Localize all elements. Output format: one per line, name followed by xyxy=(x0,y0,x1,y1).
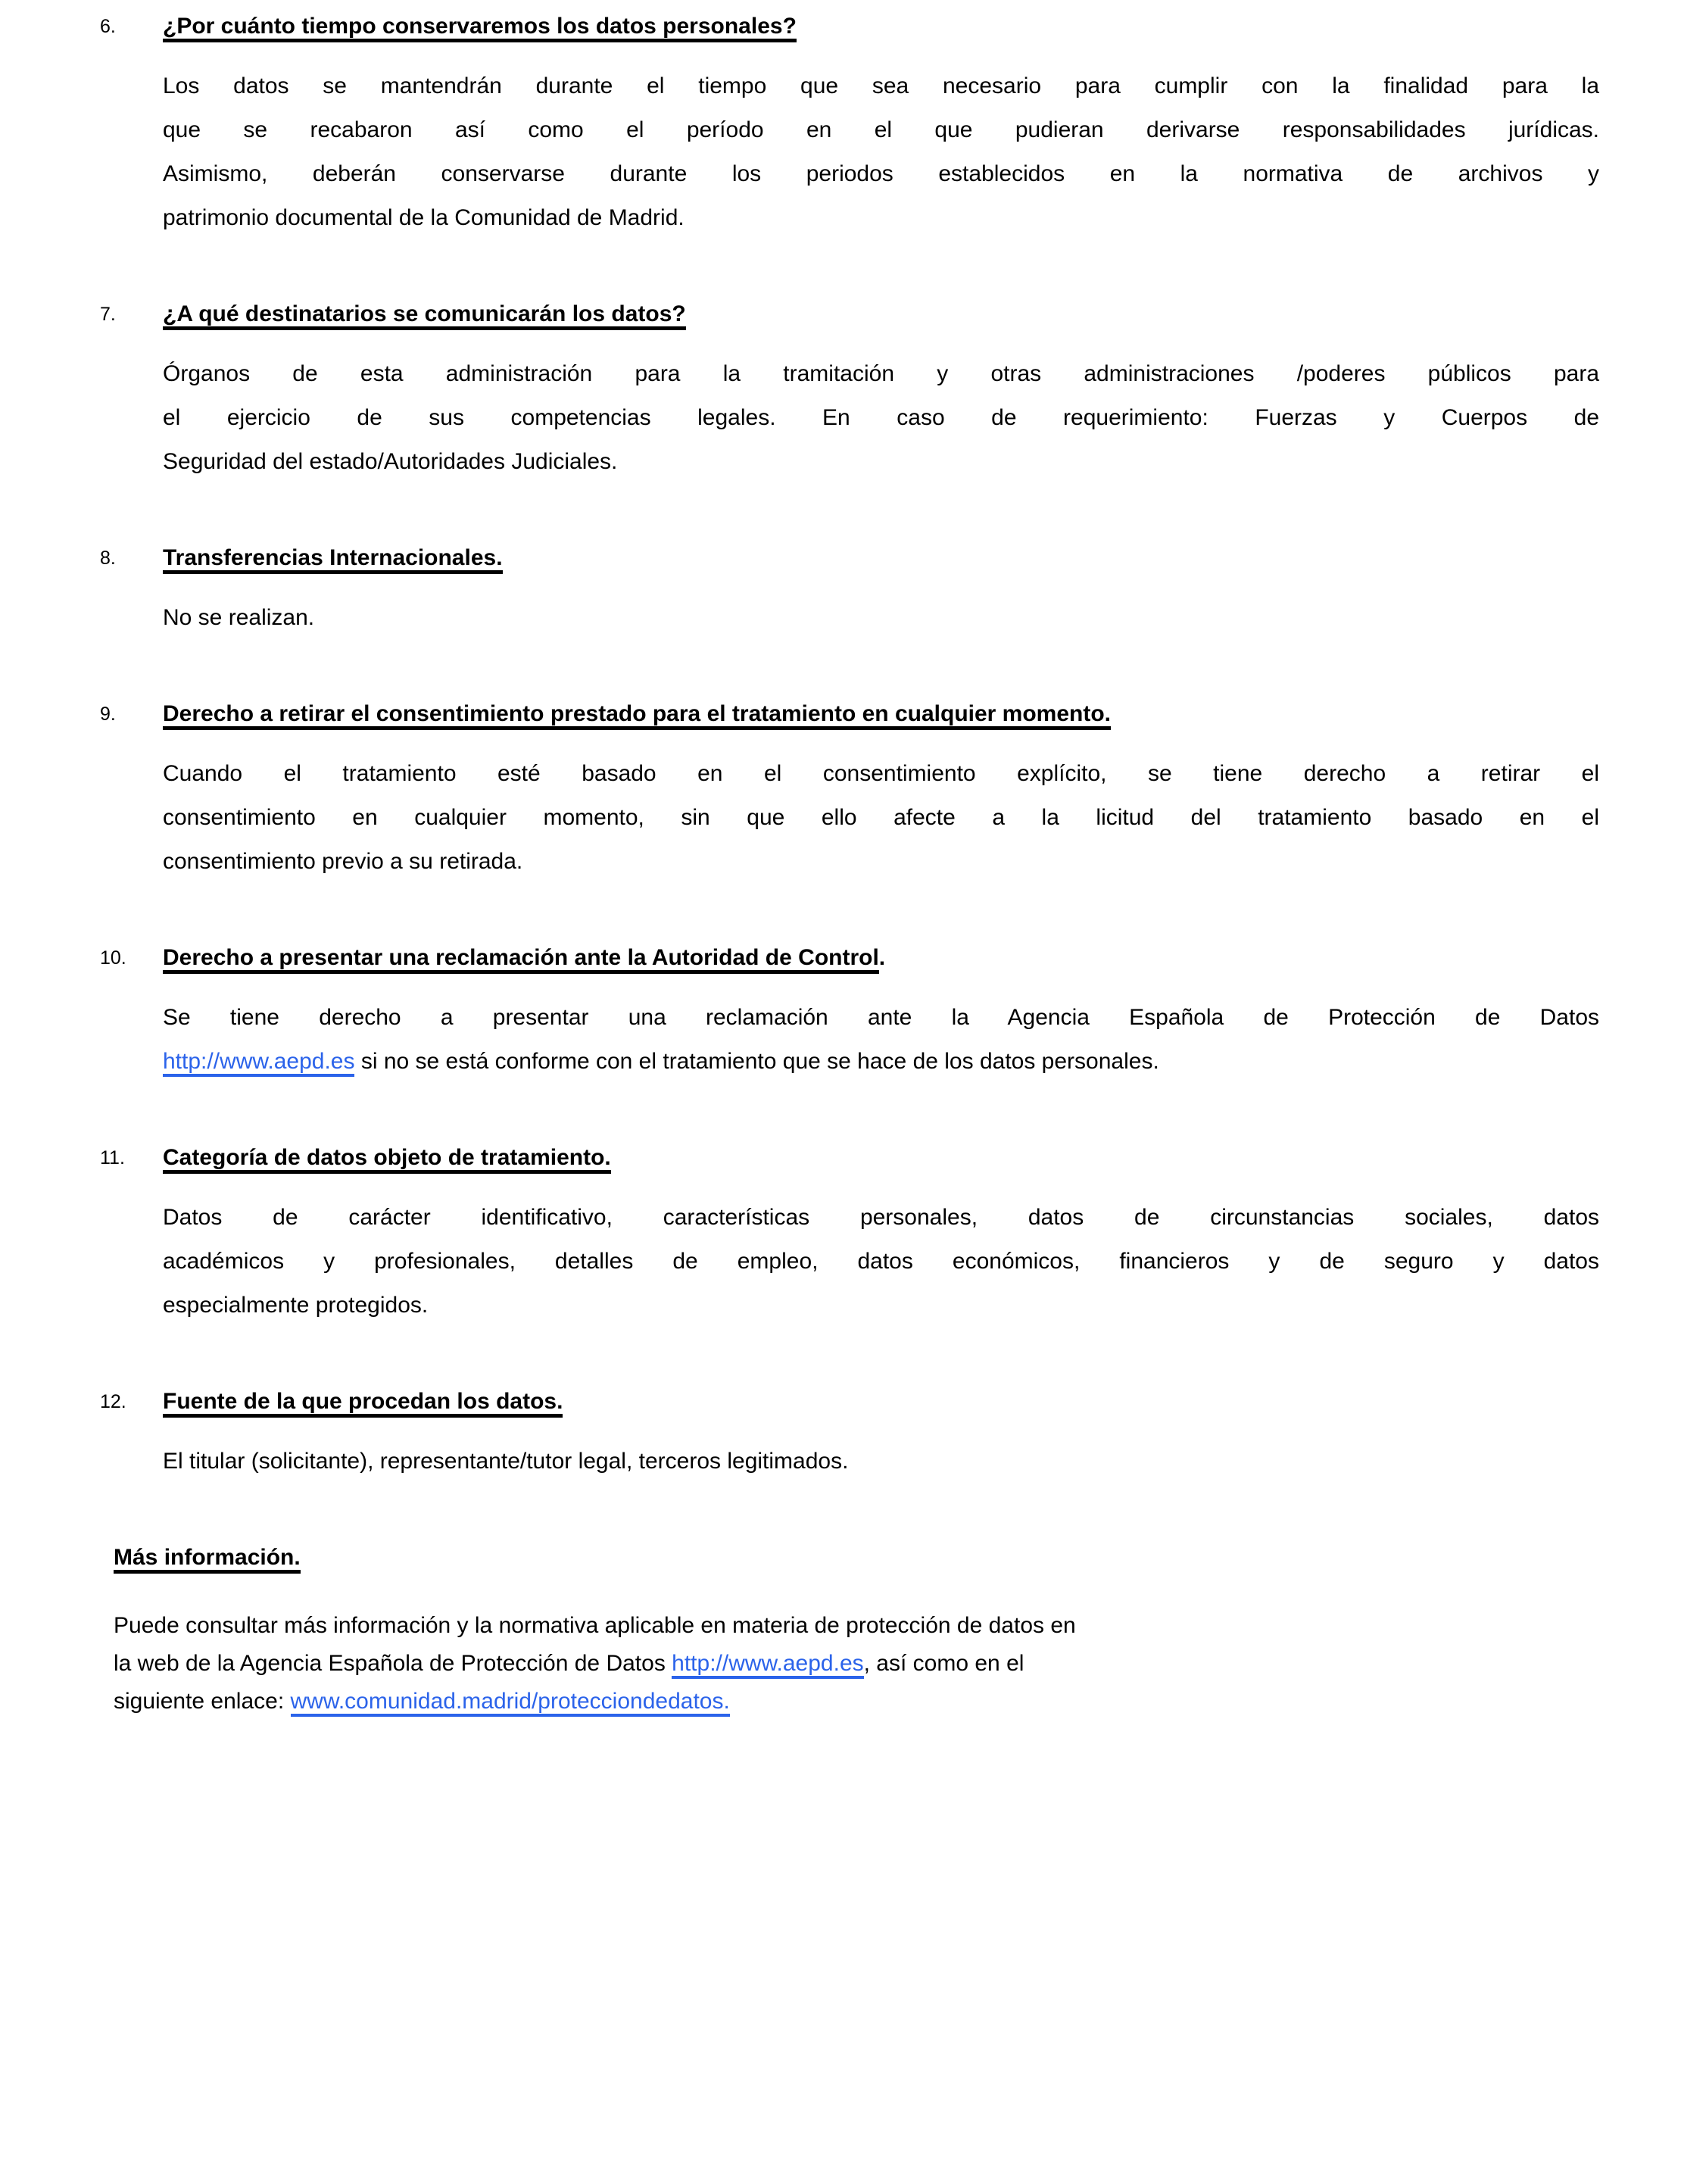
section-9-heading: Derecho a retirar el consentimiento prestado para el tratamiento en cualquier momento. xyxy=(163,701,1111,730)
paragraph-line: Asimismo, deberán conservarse durante los periodos establecidos en la normativa de archivos y xyxy=(163,161,1599,186)
section-6-paragraph xyxy=(163,64,1599,240)
paragraph-line xyxy=(114,1645,1599,1683)
paragraph-text: la web de la Agencia Española de Protección de Datos xyxy=(114,1651,672,1676)
section-7 xyxy=(100,292,1599,484)
section-7-heading: ¿A qué destinatarios se comunicarán los datos? xyxy=(163,301,686,330)
section-10-paragraph xyxy=(163,996,1599,1084)
paragraph-line: el ejercicio de sus competencias legales. En caso de requerimiento: Fuerzas y Cuerpos de xyxy=(163,405,1599,430)
paragraph-text: siguiente enlace: xyxy=(114,1689,291,1714)
section-9-paragraph xyxy=(163,752,1599,884)
paragraph-line: Se tiene derecho a presentar una reclamación ante la Agencia Española de Protección de Datos xyxy=(163,1005,1599,1030)
paragraph-line: Cuando el tratamiento esté basado en el consentimiento explícito, se tiene derecho a retirar el xyxy=(163,761,1599,786)
section-7-paragraph xyxy=(163,352,1599,484)
section-10-header xyxy=(100,936,1599,980)
section-6-number: 6. xyxy=(100,16,116,37)
paragraph-line: Órganos de esta administración para la tramitación y otras administraciones /poderes públicos para xyxy=(163,361,1599,386)
section-8-paragraph xyxy=(163,596,1599,640)
section-9-number: 9. xyxy=(100,704,116,725)
section-12-paragraph xyxy=(163,1440,1599,1484)
paragraph-line: El titular (solicitante), representante/tutor legal, terceros legitimados. xyxy=(163,1449,849,1474)
paragraph-line: académicos y profesionales, detalles de empleo, datos económicos, financieros y de seguro y datos xyxy=(163,1249,1599,1274)
paragraph-line: Los datos se mantendrán durante el tiempo que sea necesario para cumplir con la finalidad para la xyxy=(163,73,1599,98)
section-8-number: 8. xyxy=(100,548,116,569)
section-6 xyxy=(100,5,1599,240)
aepd-link[interactable]: http://www.aepd.es xyxy=(672,1651,863,1679)
paragraph-line: especialmente protegidos. xyxy=(163,1293,429,1318)
section-12-header xyxy=(100,1380,1599,1424)
paragraph-text: , así como en el xyxy=(863,1651,1024,1676)
paragraph-line: patrimonio documental de la Comunidad de Madrid. xyxy=(163,205,685,230)
section-12-number: 12. xyxy=(100,1391,126,1412)
paragraph-text: si no se está conforme con el tratamiento que se hace de los datos personales. xyxy=(354,1049,1159,1074)
aepd-link[interactable]: http://www.aepd.es xyxy=(163,1049,354,1077)
section-7-header xyxy=(100,292,1599,336)
section-10 xyxy=(100,936,1599,1084)
section-11-number: 11. xyxy=(100,1147,125,1168)
section-6-heading: ¿Por cuánto tiempo conservaremos los datos personales? xyxy=(163,14,797,42)
comunidad-madrid-protecciondedatos-link[interactable]: www.comunidad.madrid/protecciondedatos. xyxy=(291,1689,730,1717)
paragraph-line: Datos de carácter identificativo, características personales, datos de circunstancias sociales, datos xyxy=(163,1205,1599,1230)
paragraph-line: No se realizan. xyxy=(163,605,315,630)
paragraph-line: Seguridad del estado/Autoridades Judiciales. xyxy=(163,449,618,474)
section-10-heading: Derecho a presentar una reclamación ante la Autoridad de Control xyxy=(163,945,879,974)
section-8 xyxy=(100,536,1599,640)
section-12-heading: Fuente de la que procedan los datos. xyxy=(163,1389,563,1418)
paragraph-line: que se recabaron así como el período en el que pudieran derivarse responsabilidades jurídicas. xyxy=(163,117,1599,142)
section-6-header xyxy=(100,5,1599,48)
paragraph-line: consentimiento en cualquier momento, sin que ello afecte a la licitud del tratamiento basado en el xyxy=(163,805,1599,830)
section-8-heading: Transferencias Internacionales. xyxy=(163,545,503,574)
more-info-heading: Más información. xyxy=(114,1545,301,1574)
more-info-header xyxy=(114,1536,1599,1580)
more-info-paragraph xyxy=(114,1607,1599,1721)
section-11-heading: Categoría de datos objeto de tratamiento. xyxy=(163,1145,611,1174)
section-9-header xyxy=(100,692,1599,736)
section-7-number: 7. xyxy=(100,304,116,325)
section-11 xyxy=(100,1136,1599,1328)
section-11-header xyxy=(100,1136,1599,1180)
section-12 xyxy=(100,1380,1599,1484)
section-9 xyxy=(100,692,1599,884)
section-10-heading-period: . xyxy=(878,945,886,970)
section-10-number: 10. xyxy=(100,947,126,969)
more-info-section xyxy=(114,1536,1599,1721)
section-11-paragraph xyxy=(163,1196,1599,1328)
section-8-header xyxy=(100,536,1599,580)
paragraph-line: consentimiento previo a su retirada. xyxy=(163,849,523,874)
paragraph-line: Puede consultar más información y la normativa aplicable en materia de protección de datos en xyxy=(114,1613,1076,1638)
paragraph-line xyxy=(163,1040,1599,1084)
paragraph-line xyxy=(114,1683,1599,1721)
